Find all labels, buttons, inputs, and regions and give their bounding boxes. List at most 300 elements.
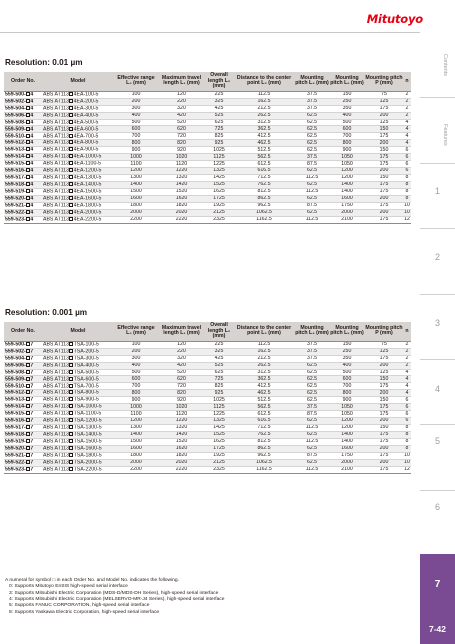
cell-n: 12 — [404, 466, 410, 473]
cell-overall-length: 525 — [205, 112, 233, 119]
model-prefix: ABS AT113 — [43, 167, 70, 174]
order-prefix: 559-506- — [5, 112, 26, 119]
cell-mount-pitch-l5: 1750 — [329, 202, 365, 209]
cell-overall-length: 725 — [205, 376, 233, 383]
cell-order-no — [4, 126, 42, 133]
cell-order-no — [4, 431, 42, 438]
model-suffix: TSA-700-5 — [73, 383, 99, 390]
cell-distance-center: 762.5 — [233, 431, 295, 438]
col-n: n — [403, 322, 411, 341]
col-mount-pitch-l5: Mounting pitch L₅ (mm) — [329, 72, 365, 91]
order-prefix: 559-520- — [5, 195, 26, 202]
col-distance-center: Distance to the center point L₃ (mm) — [233, 72, 295, 91]
cell-effective-range: 300 — [114, 355, 158, 362]
cell-distance-center: 1062.5 — [233, 459, 295, 466]
table-row — [4, 376, 411, 383]
cell-n: 10 — [404, 459, 410, 466]
cell-distance-center: 212.5 — [233, 355, 295, 362]
cell-n: 2 — [403, 341, 411, 348]
col-mount-pitch-p: Mounting pitch P (mm) — [365, 322, 403, 341]
cell-max-travel: 2020 — [158, 209, 205, 216]
cell-effective-range: 1600 — [114, 445, 158, 452]
cell-distance-center: 512.5 — [233, 397, 295, 404]
model-prefix: ABS AT113 — [43, 341, 70, 348]
cell-order-no — [4, 438, 42, 445]
cell-order-no — [4, 425, 42, 432]
cell-mount-pitch-l5: 500 — [329, 119, 365, 126]
cell-model — [42, 216, 114, 223]
cell-mount-pitch-l5: 1400 — [329, 188, 365, 195]
cell-effective-range: 1100 — [114, 411, 158, 418]
model-suffix: 4EA-400-5 — [73, 112, 99, 119]
order-prefix: 559-514- — [5, 153, 26, 160]
model-suffix: 4EA-300-5 — [73, 105, 99, 112]
model-prefix: ABS AT113 — [43, 209, 70, 216]
order-suffix: 4 — [30, 153, 34, 160]
cell-effective-range: 800 — [114, 390, 158, 397]
cell-max-travel: 520 — [158, 369, 205, 376]
order-suffix: 4 — [30, 167, 34, 174]
cell-effective-range: 700 — [114, 133, 158, 140]
model-suffix: TSA-100-5 — [73, 341, 99, 348]
model-suffix: 4EA-1100-5 — [73, 160, 101, 167]
order-prefix: 559-517- — [5, 424, 26, 431]
model-suffix: 4EA-2000-5 — [73, 209, 102, 216]
cell-n: 4 — [403, 126, 411, 133]
cell-max-travel: 2020 — [158, 459, 205, 466]
order-suffix: 7 — [30, 389, 34, 396]
cell-mount-pitch-p: 200 — [365, 459, 403, 466]
order-suffix: 7 — [30, 362, 34, 369]
footnote-item: 4: Supports Mitsubishi Electric Corporation (MELSERVO-MR-J4 Series), high-speed serial interface — [9, 597, 225, 603]
cell-model — [42, 105, 114, 112]
cell-mount-pitch-l4: 62.5 — [295, 383, 329, 390]
order-suffix: 7 — [30, 424, 34, 431]
cell-mount-pitch-l4: 62.5 — [295, 397, 329, 404]
order-suffix: 7 — [30, 403, 34, 410]
model-suffix: 4EA-100-5 — [73, 91, 99, 98]
cell-mount-pitch-l5: 2000 — [329, 459, 365, 466]
mitutoyo-logo — [367, 12, 423, 26]
cell-mount-pitch-l4: 62.5 — [295, 133, 329, 140]
sidebar-tab-7-active[interactable]: 7 — [420, 554, 455, 614]
cell-model — [42, 133, 114, 140]
table-row — [4, 362, 411, 369]
cell-mount-pitch-l5: 400 — [329, 112, 365, 119]
cell-model — [42, 147, 114, 154]
order-suffix: 7 — [30, 417, 34, 424]
cell-n: 4 — [403, 369, 411, 376]
cell-n: 2 — [403, 348, 411, 355]
sidebar-divider — [420, 359, 455, 360]
cell-order-no — [4, 404, 42, 411]
cell-order-no — [4, 355, 42, 362]
cell-mount-pitch-l5: 1750 — [329, 452, 365, 459]
model-prefix: ABS AT113 — [43, 452, 70, 459]
cell-mount-pitch-l4: 112.5 — [295, 438, 329, 445]
cell-model — [42, 161, 114, 168]
cell-max-travel: 2220 — [158, 216, 205, 223]
cell-model — [42, 452, 114, 459]
footnote-item: 0: Supports Mitutoyo EnSIS high-speed serial interface — [9, 584, 128, 590]
table-row — [4, 445, 411, 452]
model-suffix: TSA-1800-5 — [73, 452, 102, 459]
order-suffix: 4 — [30, 105, 34, 112]
cell-distance-center: 162.5 — [233, 348, 295, 355]
cell-overall-length: 1425 — [205, 175, 233, 182]
sidebar-tab-6[interactable]: 6 — [434, 502, 440, 512]
cell-n: 2 — [403, 98, 411, 105]
cell-n: 8 — [403, 431, 411, 438]
model-prefix: ABS AT113 — [43, 133, 70, 140]
cell-mount-pitch-p: 200 — [365, 112, 403, 119]
order-suffix: 4 — [30, 181, 34, 188]
cell-mount-pitch-l5: 1050 — [329, 154, 365, 161]
cell-mount-pitch-l5: 350 — [329, 105, 365, 112]
cell-max-travel: 1620 — [158, 195, 205, 202]
cell-mount-pitch-l5: 700 — [329, 133, 365, 140]
model-suffix: TSA-2200-5 — [73, 466, 102, 473]
sidebar-tab-5[interactable]: 5 — [434, 436, 440, 446]
cell-effective-range: 1300 — [114, 175, 158, 182]
cell-effective-range: 700 — [114, 383, 158, 390]
cell-overall-length: 1525 — [205, 431, 233, 438]
cell-max-travel: 1220 — [158, 418, 205, 425]
cell-overall-length: 1625 — [205, 438, 233, 445]
cell-effective-range: 2200 — [114, 216, 158, 223]
cell-max-travel: 520 — [158, 119, 205, 126]
cell-overall-length: 425 — [205, 105, 233, 112]
cell-order-no — [4, 195, 42, 202]
cell-max-travel: 1520 — [158, 438, 205, 445]
col-order-no: Order No. — [4, 322, 42, 341]
cell-order-no — [4, 411, 42, 418]
cell-mount-pitch-l4: 62.5 — [295, 119, 329, 126]
cell-model — [42, 425, 114, 432]
cell-order-no — [4, 98, 42, 105]
cell-max-travel: 1120 — [158, 411, 205, 418]
cell-effective-range: 1200 — [114, 168, 158, 175]
cell-order-no — [4, 341, 42, 348]
cell-mount-pitch-l5: 1400 — [329, 438, 365, 445]
table-row — [4, 383, 411, 390]
table-row — [4, 348, 411, 355]
order-suffix: 4 — [30, 98, 34, 105]
cell-distance-center: 312.5 — [233, 369, 295, 376]
model-prefix: ABS AT113 — [43, 410, 70, 417]
table-row — [4, 181, 411, 188]
cell-distance-center: 762.5 — [233, 181, 295, 188]
cell-overall-length: 225 — [205, 341, 233, 348]
cell-model — [42, 126, 114, 133]
sidebar-tab-2[interactable]: 2 — [434, 252, 440, 262]
order-prefix: 559-508- — [5, 119, 26, 126]
model-suffix: 4EA-2200-5 — [73, 216, 102, 223]
cell-effective-range: 1600 — [114, 195, 158, 202]
sidebar-divider — [420, 490, 455, 491]
order-prefix: 559-502- — [5, 98, 26, 105]
cell-mount-pitch-l4: 87.5 — [295, 202, 329, 209]
cell-distance-center: 962.5 — [233, 452, 295, 459]
sidebar-tab-1[interactable]: 1 — [434, 186, 440, 196]
order-prefix: 559-522- — [5, 209, 26, 216]
cell-overall-length: 1025 — [205, 147, 233, 154]
cell-mount-pitch-p: 175 — [365, 133, 403, 140]
cell-mount-pitch-l4: 62.5 — [295, 126, 329, 133]
cell-mount-pitch-l5: 350 — [329, 355, 365, 362]
sidebar-divider — [420, 163, 455, 164]
cell-mount-pitch-p: 75 — [365, 341, 403, 348]
cell-overall-length: 1925 — [205, 452, 233, 459]
model-suffix: TSA-200-5 — [73, 348, 99, 355]
cell-max-travel: 820 — [158, 140, 205, 147]
cell-max-travel: 620 — [158, 126, 205, 133]
cell-overall-length: 925 — [205, 140, 233, 147]
order-prefix: 559-510- — [5, 133, 26, 140]
cell-overall-length: 325 — [205, 348, 233, 355]
cell-order-no — [4, 140, 42, 147]
cell-effective-range: 1300 — [114, 425, 158, 432]
cell-mount-pitch-l4: 62.5 — [295, 195, 329, 202]
cell-mount-pitch-p: 150 — [365, 147, 403, 154]
order-suffix: 4 — [30, 112, 34, 119]
table-row — [4, 140, 411, 147]
cell-max-travel: 420 — [158, 112, 205, 119]
cell-distance-center: 962.5 — [233, 202, 295, 209]
page-number: 7-42 — [420, 614, 455, 644]
cell-distance-center: 312.5 — [233, 119, 295, 126]
cell-overall-length: 325 — [205, 98, 233, 105]
sidebar-tab-3[interactable]: 3 — [434, 318, 440, 328]
cell-mount-pitch-p: 200 — [365, 445, 403, 452]
cell-max-travel: 120 — [158, 341, 205, 348]
col-order-no: Order No. — [4, 72, 42, 91]
table-row — [4, 195, 411, 202]
cell-distance-center: 112.5 — [233, 91, 295, 98]
cell-model — [42, 362, 114, 369]
cell-mount-pitch-l5: 1050 — [329, 161, 365, 168]
spec-table-0-01um — [4, 72, 411, 224]
table-row — [4, 425, 411, 432]
order-prefix: 559-512- — [5, 389, 26, 396]
order-prefix: 559-512- — [5, 139, 26, 146]
cell-model — [42, 168, 114, 175]
cell-effective-range: 100 — [114, 91, 158, 98]
cell-distance-center: 112.5 — [233, 341, 295, 348]
cell-model — [42, 195, 114, 202]
model-prefix: ABS AT113 — [43, 438, 70, 445]
cell-distance-center: 1162.5 — [233, 216, 295, 223]
cell-n: 8 — [403, 425, 411, 432]
table-row — [4, 147, 411, 154]
model-prefix: ABS AT113 — [43, 216, 70, 223]
cell-mount-pitch-l4: 37.5 — [295, 341, 329, 348]
order-suffix: 4 — [30, 91, 34, 98]
model-suffix: 4EA-1400-5 — [73, 181, 102, 188]
model-prefix: ABS AT113 — [43, 403, 70, 410]
order-prefix: 559-521- — [5, 202, 26, 209]
cell-mount-pitch-p: 150 — [365, 425, 403, 432]
model-prefix: ABS AT113 — [43, 396, 70, 403]
sidebar-tab-4[interactable]: 4 — [434, 384, 440, 394]
order-suffix: 4 — [30, 209, 34, 216]
cell-effective-range: 200 — [114, 348, 158, 355]
header-divider — [0, 32, 420, 33]
order-prefix: 559-523- — [5, 216, 26, 223]
cell-order-no — [4, 452, 42, 459]
cell-n: 10 — [404, 452, 410, 459]
model-prefix: ABS AT113 — [43, 431, 70, 438]
order-prefix: 559-509- — [5, 126, 26, 133]
model-suffix: TSA-1500-5 — [73, 438, 102, 445]
order-suffix: 4 — [30, 133, 34, 140]
cell-overall-length: 1525 — [205, 181, 233, 188]
model-prefix: ABS AT113 — [43, 188, 70, 195]
cell-model — [42, 431, 114, 438]
table-row — [4, 188, 411, 195]
table-row — [4, 202, 411, 209]
cell-model — [42, 175, 114, 182]
order-suffix: 7 — [30, 341, 34, 348]
order-prefix: 559-513- — [5, 396, 26, 403]
cell-overall-length: 425 — [205, 355, 233, 362]
model-suffix: 4EA-1200-5 — [73, 167, 102, 174]
cell-mount-pitch-l4: 37.5 — [295, 91, 329, 98]
cell-model — [42, 140, 114, 147]
cell-n: 4 — [403, 133, 411, 140]
cell-max-travel: 620 — [158, 376, 205, 383]
cell-mount-pitch-l4: 62.5 — [295, 147, 329, 154]
cell-distance-center: 412.5 — [233, 133, 295, 140]
cell-distance-center: 1162.5 — [233, 466, 295, 473]
cell-model — [42, 466, 114, 473]
cell-mount-pitch-p: 175 — [365, 202, 403, 209]
cell-model — [42, 390, 114, 397]
cell-mount-pitch-l5: 150 — [329, 341, 365, 348]
cell-distance-center: 362.5 — [233, 126, 295, 133]
cell-distance-center: 862.5 — [233, 445, 295, 452]
sidebar-tab-features[interactable]: Features — [442, 124, 448, 146]
model-suffix: 4EA-200-5 — [73, 98, 99, 105]
cell-n: 4 — [403, 376, 411, 383]
table-row — [4, 119, 411, 126]
cell-order-no — [4, 188, 42, 195]
cell-overall-length: 1125 — [205, 154, 233, 161]
cell-max-travel: 1020 — [158, 154, 205, 161]
cell-overall-length: 2125 — [205, 459, 233, 466]
cell-distance-center: 862.5 — [233, 195, 295, 202]
cell-mount-pitch-l5: 2000 — [329, 209, 365, 216]
cell-mount-pitch-p: 175 — [365, 188, 403, 195]
model-prefix: ABS AT113 — [43, 362, 70, 369]
cell-mount-pitch-l5: 600 — [329, 126, 365, 133]
cell-mount-pitch-l5: 900 — [329, 147, 365, 154]
order-prefix: 559-515- — [5, 410, 26, 417]
table-row — [4, 175, 411, 182]
cell-model — [42, 369, 114, 376]
cell-effective-range: 900 — [114, 397, 158, 404]
cell-distance-center: 712.5 — [233, 425, 295, 432]
order-suffix: 7 — [30, 355, 34, 362]
cell-order-no — [4, 91, 42, 98]
table-row — [4, 154, 411, 161]
table-row — [4, 466, 411, 473]
model-suffix: 4EA-500-5 — [73, 119, 99, 126]
cell-mount-pitch-l5: 2100 — [329, 216, 365, 223]
cell-overall-length: 825 — [205, 133, 233, 140]
cell-model — [42, 119, 114, 126]
cell-distance-center: 212.5 — [233, 105, 295, 112]
col-effective-range: Effective range L₀ (mm) — [114, 72, 158, 91]
cell-mount-pitch-p: 175 — [365, 216, 403, 223]
order-prefix: 559-523- — [5, 466, 26, 473]
cell-order-no — [4, 362, 42, 369]
section-title-0-001um: Resolution: 0.001 µm — [5, 308, 88, 317]
sidebar-tab-contents[interactable]: Contents — [442, 53, 448, 76]
cell-effective-range: 1800 — [114, 452, 158, 459]
cell-max-travel: 1120 — [158, 161, 205, 168]
cell-order-no — [4, 175, 42, 182]
table-row — [4, 91, 411, 98]
order-prefix: 559-516- — [5, 167, 26, 174]
cell-mount-pitch-l5: 1200 — [329, 175, 365, 182]
cell-distance-center: 412.5 — [233, 383, 295, 390]
cell-mount-pitch-p: 175 — [365, 452, 403, 459]
cell-distance-center: 612.5 — [233, 411, 295, 418]
cell-effective-range: 1400 — [114, 431, 158, 438]
cell-order-no — [4, 383, 42, 390]
cell-distance-center: 262.5 — [233, 362, 295, 369]
cell-order-no — [4, 390, 42, 397]
cell-model — [42, 181, 114, 188]
cell-n: 6 — [403, 147, 411, 154]
spec-table-0-001um — [4, 322, 411, 474]
cell-order-no — [4, 147, 42, 154]
cell-model — [42, 411, 114, 418]
cell-mount-pitch-l5: 800 — [329, 140, 365, 147]
cell-effective-range: 2000 — [114, 209, 158, 216]
cell-mount-pitch-p: 175 — [365, 466, 403, 473]
cell-mount-pitch-l4: 87.5 — [295, 161, 329, 168]
order-prefix: 559-506- — [5, 362, 26, 369]
cell-mount-pitch-l4: 62.5 — [295, 376, 329, 383]
cell-n: 6 — [403, 404, 411, 411]
model-suffix: TSA-1100-5 — [73, 410, 102, 417]
order-prefix: 559-519- — [5, 438, 26, 445]
table-row — [4, 216, 411, 223]
order-prefix: 559-508- — [5, 369, 26, 376]
cell-effective-range: 1400 — [114, 181, 158, 188]
order-prefix: 559-500- — [5, 91, 26, 98]
cell-overall-length: 1225 — [205, 411, 233, 418]
model-prefix: ABS AT113 — [43, 383, 70, 390]
col-effective-range: Effective range L₀ (mm) — [114, 322, 158, 341]
cell-mount-pitch-l4: 62.5 — [295, 362, 329, 369]
model-suffix: TSA-800-5 — [73, 389, 99, 396]
cell-mount-pitch-l4: 62.5 — [295, 112, 329, 119]
model-prefix: ABS AT113 — [43, 202, 70, 209]
col-max-travel: Maximum travel length L₁ (mm) — [158, 72, 205, 91]
cell-distance-center: 512.5 — [233, 147, 295, 154]
cell-max-travel: 120 — [158, 91, 205, 98]
cell-mount-pitch-p: 200 — [365, 195, 403, 202]
order-suffix: 7 — [30, 459, 34, 466]
model-suffix: TSA-1400-5 — [73, 431, 102, 438]
cell-overall-length: 1225 — [205, 161, 233, 168]
cell-max-travel: 220 — [158, 348, 205, 355]
order-suffix: 7 — [30, 369, 34, 376]
cell-effective-range: 1100 — [114, 161, 158, 168]
